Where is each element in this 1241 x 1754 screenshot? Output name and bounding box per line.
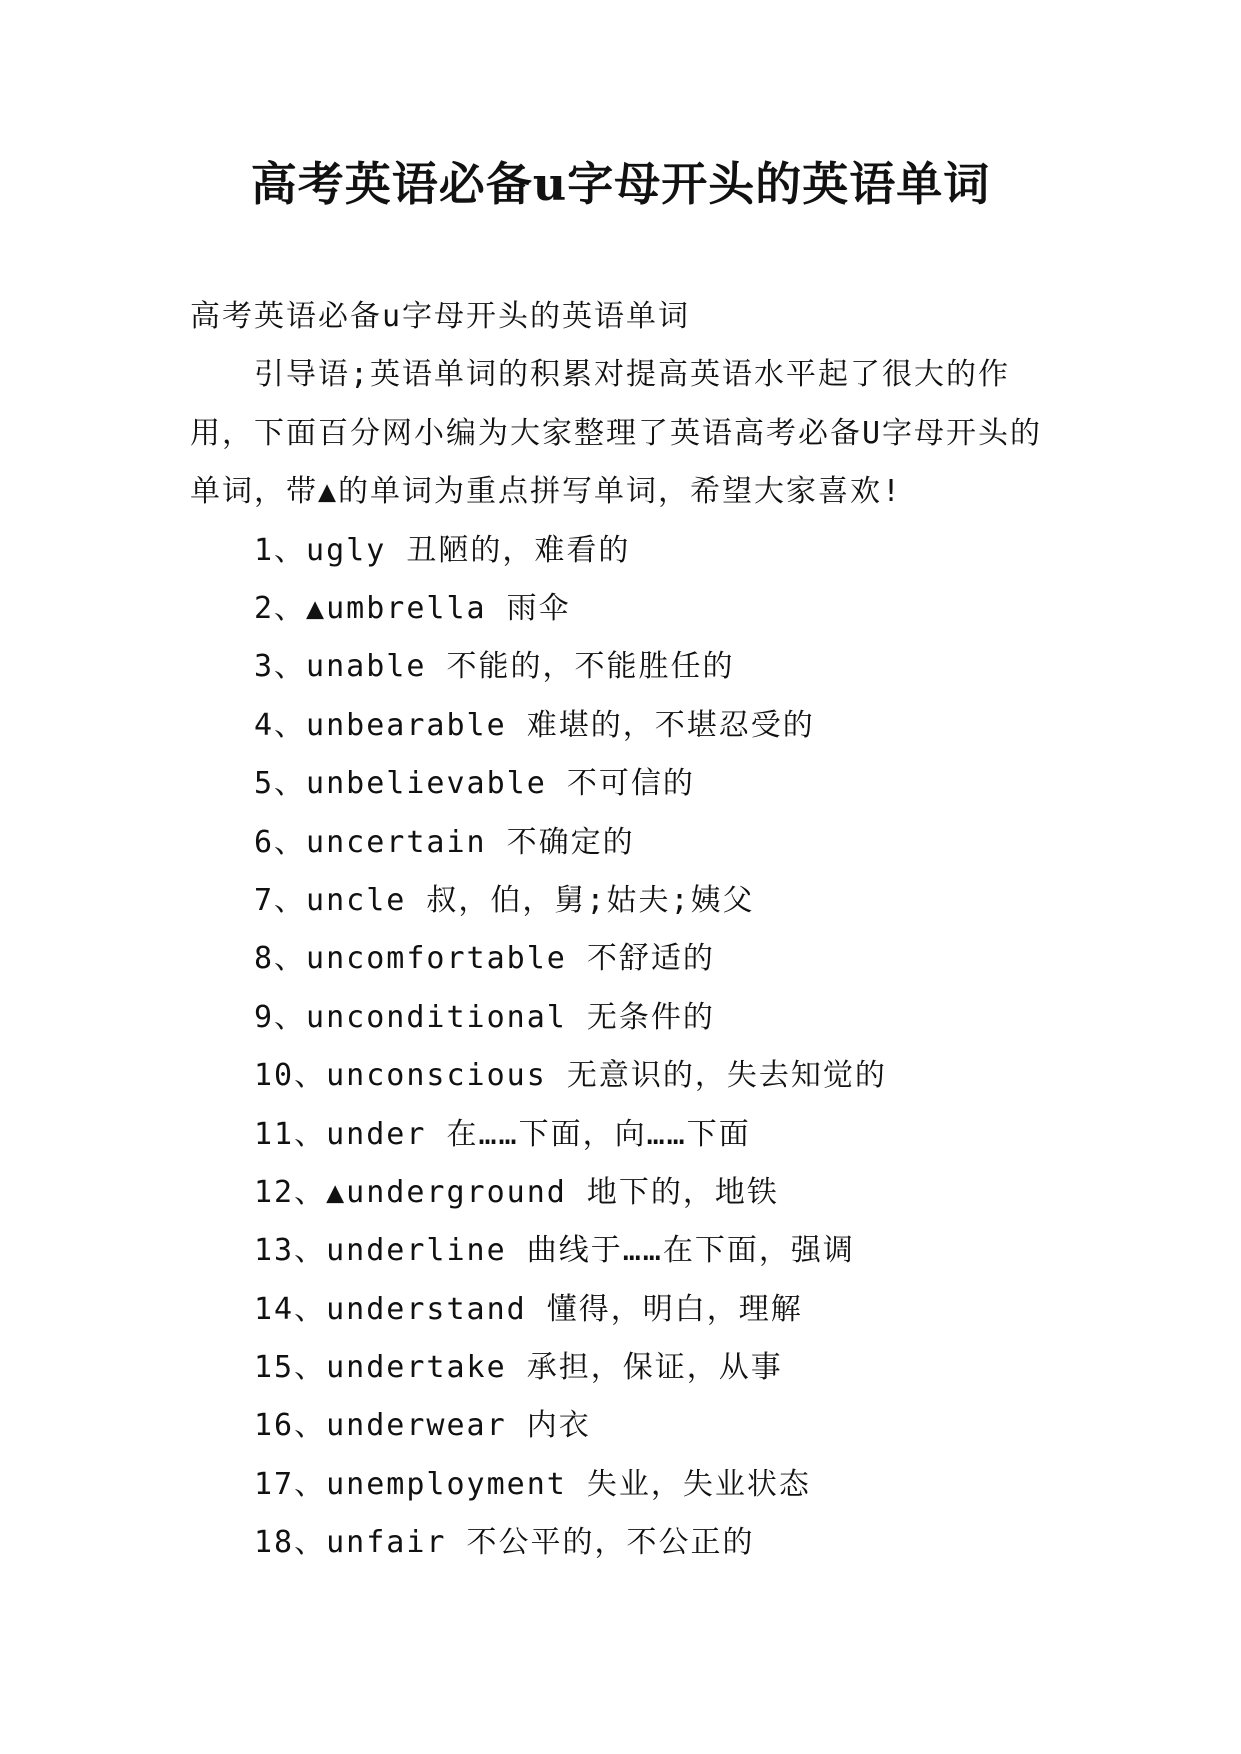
word-entry: 18、unfair 不公平的，不公正的 xyxy=(254,1525,755,1561)
word-list-item xyxy=(190,1106,1060,1164)
word-list-item xyxy=(190,1222,1060,1280)
word-entry: 14、understand 懂得，明白，理解 xyxy=(254,1291,803,1327)
document-subtitle: 高考英语必备u字母开头的英语单词 xyxy=(190,299,691,334)
word-entry: 11、under 在……下面，向……下面 xyxy=(254,1116,751,1152)
word-entry: 15、undertake 承担，保证，从事 xyxy=(254,1350,783,1386)
word-entry: 16、underwear 内衣 xyxy=(254,1408,591,1444)
word-list-item xyxy=(190,1397,1060,1455)
word-entry: 1、ugly 丑陋的，难看的 xyxy=(254,532,631,568)
word-list-item xyxy=(190,638,1060,696)
word-list-item xyxy=(190,1281,1060,1339)
word-entry: 8、uncomfortable 不舒适的 xyxy=(254,941,715,977)
word-entry: 7、uncle 叔，伯，舅;姑夫;姨父 xyxy=(254,882,755,918)
word-list-item xyxy=(190,1164,1060,1222)
word-entry: 4、unbearable 难堪的，不堪忍受的 xyxy=(254,707,815,743)
word-list-item xyxy=(190,522,1060,580)
word-list-item xyxy=(190,1339,1060,1397)
word-list-item xyxy=(190,697,1060,755)
word-list-item xyxy=(190,580,1060,638)
word-entry: 13、underline 曲线于……在下面，强调 xyxy=(254,1233,855,1269)
word-entry: 10、unconscious 无意识的，失去知觉的 xyxy=(254,1058,887,1094)
word-list-item xyxy=(190,755,1060,813)
word-entry: 6、uncertain 不确定的 xyxy=(254,824,635,860)
word-entry: 5、unbelievable 不可信的 xyxy=(254,766,695,802)
word-list-item xyxy=(190,1514,1060,1572)
word-entry: 2、▲umbrella 雨伞 xyxy=(254,591,571,626)
word-entry: 3、unable 不能的，不能胜任的 xyxy=(254,649,735,685)
word-list-item xyxy=(190,989,1060,1047)
word-list-item xyxy=(190,930,1060,988)
word-list-item xyxy=(190,814,1060,872)
word-list-item xyxy=(190,1456,1060,1514)
word-list xyxy=(190,522,1060,1573)
intro-paragraph: 引导语;英语单词的积累对提高英语水平起了很大的作用，下面百分网小编为大家整理了英语高考必备U字母开头的单词，带▲的单词为重点拼写单词，希望大家喜欢! xyxy=(190,357,1043,510)
document-title: 高考英语必备u字母开头的英语单词 xyxy=(250,157,991,211)
word-entry: 17、unemployment 失业，失业状态 xyxy=(254,1466,811,1502)
document-body xyxy=(190,288,1060,1573)
word-list-item xyxy=(190,1047,1060,1105)
word-entry: 9、unconditional 无条件的 xyxy=(254,999,715,1035)
word-entry: 12、▲underground 地下的，地铁 xyxy=(254,1174,779,1210)
word-list-item xyxy=(190,872,1060,930)
